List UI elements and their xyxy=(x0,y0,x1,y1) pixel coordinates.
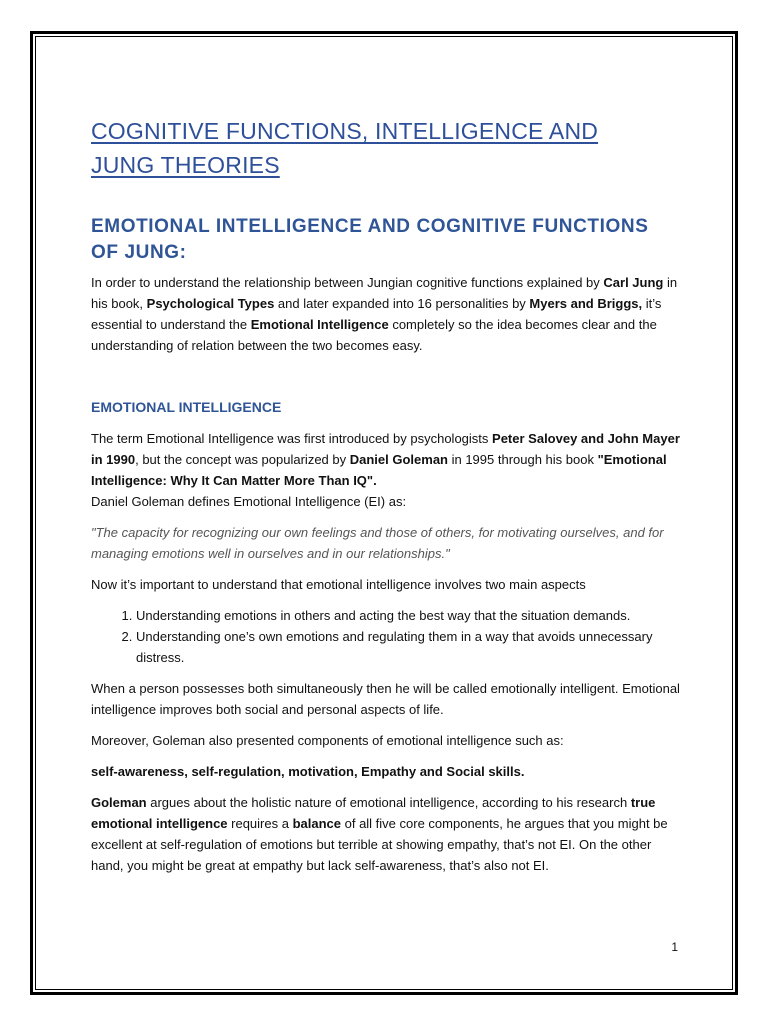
components-list: self-awareness, self-regulation, motivation, Empathy and Social skills. xyxy=(91,764,525,779)
list-item: 1. Understanding emotions in others and acting the best way that the situation demands. xyxy=(136,605,681,626)
components-intro: Moreover, Goleman also presented components of emotional intelligence such as: xyxy=(91,733,564,748)
intro-paragraph: In order to understand the relationship between Jungian cognitive functions explained by Carl Jung in his book, Psychological Types and later expanded into 16 personalities by Myers and Briggs, it’s essential to understand the Emotional Intelligence completely so the idea becomes clear and the understanding of relation between the two becomes easy. xyxy=(91,275,678,353)
aspects-list xyxy=(91,605,681,668)
goleman-quote: "The capacity for recognizing our own feelings and those of others, for motivating ourselves, and for managing emotions well in ourselves and in our relationships." xyxy=(91,525,664,561)
goleman-paragraph: Goleman argues about the holistic nature of emotional intelligence, according to his research true emotional intelligence requires a balance of all five core components, he argues that you might be excellent at self-regulation of emotions but terrible at showing empathy, that’s not EI. On the other hand, you might be great at empathy but lack self-awareness, that’s also not EI. xyxy=(91,795,668,873)
title-line-1: COGNITIVE FUNCTIONS, INTELLIGENCE AND xyxy=(91,118,599,144)
document-title xyxy=(91,114,681,182)
aspects-intro: Now it’s important to understand that emotional intelligence involves two main aspects xyxy=(91,577,586,592)
page-number: 1 xyxy=(671,940,678,954)
title-line-2: JUNG THEORIES xyxy=(91,152,280,178)
definition-paragraph: The term Emotional Intelligence was first introduced by psychologists Peter Salovey and John Mayer in 1990, but the concept was popularized by Daniel Goleman in 1995 through his book "Emotional Intelligence: Why It Can Matter More Than IQ". Daniel Goleman defines Emotional Intelligence (EI) as: xyxy=(91,431,680,509)
section-heading: EMOTIONAL INTELLIGENCE AND COGNITIVE FUNCTIONS OF JUNG: xyxy=(91,216,649,263)
document-body xyxy=(91,114,681,886)
subheading-emotional-intelligence: EMOTIONAL INTELLIGENCE xyxy=(91,399,282,415)
emotionally-intelligent-paragraph: When a person possesses both simultaneously then he will be called emotionally intelligent. Emotional intelligence improves both social and personal aspects of life. xyxy=(91,681,680,717)
list-item: 2. Understanding one’s own emotions and regulating them in a way that avoids unnecessary distress. xyxy=(136,626,681,668)
